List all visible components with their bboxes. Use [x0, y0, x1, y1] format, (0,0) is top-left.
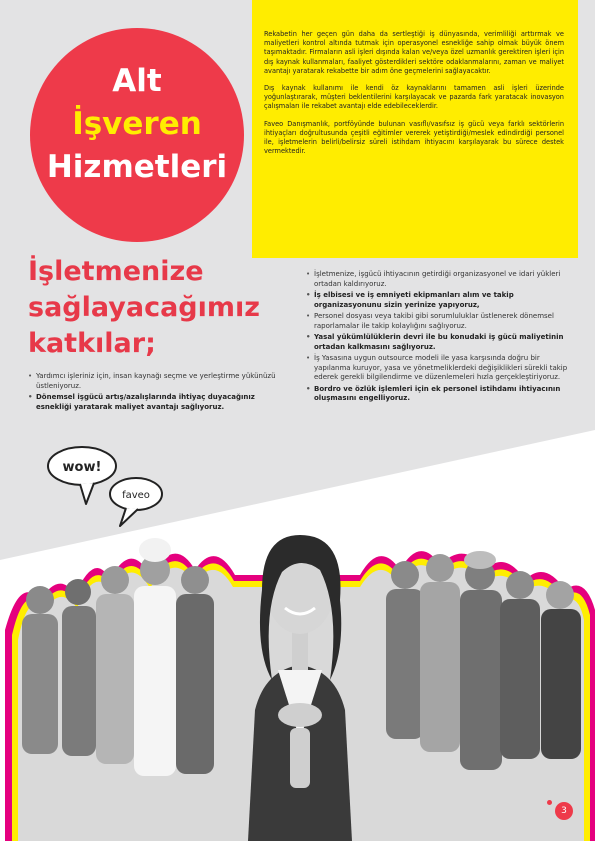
list-item: • İşletmenize, işgücü ihtiyacının getirdiği organizasyonel ve idari yükleri ortadan kaldırıyoruz.: [306, 270, 568, 289]
circle-title-line-1: Alt: [112, 63, 162, 99]
intro-box: [252, 0, 578, 258]
list-item: • Personel dosyası veya takibi gibi sorumluluklar üstlenerek dönemsel raporlamalar ile takip kolaylığını sağlıyoruz.: [306, 312, 568, 331]
faveo-bubble-text: faveo: [122, 490, 150, 501]
wow-bubble-text: wow!: [62, 460, 102, 475]
section-headline: [28, 254, 288, 362]
circle-title-line-2: İşveren: [72, 106, 202, 142]
circle-title: [30, 60, 244, 189]
page-number: 3: [555, 802, 573, 820]
intro-paragraph-3: Faveo Danışmanlık, portföyünde bulunan vasıflı/vasıfsız iş gücü veya farklı sektörlerin ihtiyaçları doğrultusunda çeşitli eğitimler vererek yetiştirdiği/meslek edindirdiği personel ile, işletmelerin belirli/belirsiz süreli istihdam ihtiyacını karşılayarak bu sürece destek vermektedir.: [264, 119, 564, 156]
list-item: • Yasal yükümlülüklerin devri ile bu konudaki iş gücü maliyetinin ortadan kalkmasını sağlıyoruz.: [306, 333, 568, 352]
headline-line-2: sağlayacağımız: [28, 292, 260, 323]
workforce-photo: [0, 480, 595, 841]
left-workers-icon: [22, 538, 214, 776]
right-benefit-list: [306, 270, 568, 406]
headline-line-3: katkılar;: [28, 328, 156, 359]
list-item: • Bordro ve özlük işlemleri için ek personel istihdamı ihtiyacının oluşmasını engelliyoruz.: [306, 385, 568, 404]
list-item: • İş elbisesi ve iş emniyeti ekipmanları alım ve takip organizasyonunu sizin yerinize yapıyoruz,: [306, 291, 568, 310]
list-item: • İş Yasasına uygun outsource modeli ile yasa karşısında doğru bir yapılanma kuruyor, yasa ve yönetmeliklerdeki değişiklikleri sürekli takip ederek gerekli bilgilendirme ve düzenlemeleri hızla gerçekleştiriyoruz.: [306, 354, 568, 383]
headline-line-1: İşletmenize: [28, 256, 204, 287]
intro-paragraph-2: Dış kaynak kullanımı ile kendi öz kaynaklarını tamamen asli işleri üzerinde yoğunlaştırarak, müşteri beklentilerini karşılayacak ve pazarda fark yaratacak inovasyon çalışmaları ile rekabet avantajı elde edebileceklerdir.: [264, 84, 564, 111]
list-item: • Dönemsel işgücü artış/azalışlarında ihtiyaç duyacağınız esnekliği yaratarak maliyet avantajı sağlıyoruz.: [28, 393, 290, 412]
circle-title-line-3: Hizmetleri: [46, 149, 228, 185]
left-benefit-list: [28, 372, 290, 414]
page-dot: [547, 800, 552, 805]
right-workers-icon: [386, 551, 581, 770]
list-item: • Yardımcı işleriniz için, insan kaynağı seçme ve yerleştirme yükünüzü üstleniyoruz.: [28, 372, 290, 391]
intro-paragraph-1: Rekabetin her geçen gün daha da sertleştiği iş dünyasında, verimliliği arttırmak ve maliyetleri kontrol altında tutmak için operasyonel esnekliğe sahip olmak büyük önem taşımaktadır. Firmaların asli işleri dışında kalan ve/veya özel uzmanlık gerektiren işleri için dış kaynak kullanmaları, faaliyet gösterdikleri sektöre odaklanmalarını, zaman ve maliyet avantajı yaratarak rekabette bir adım öne geçmelerini sağlayacaktır.: [264, 30, 564, 75]
